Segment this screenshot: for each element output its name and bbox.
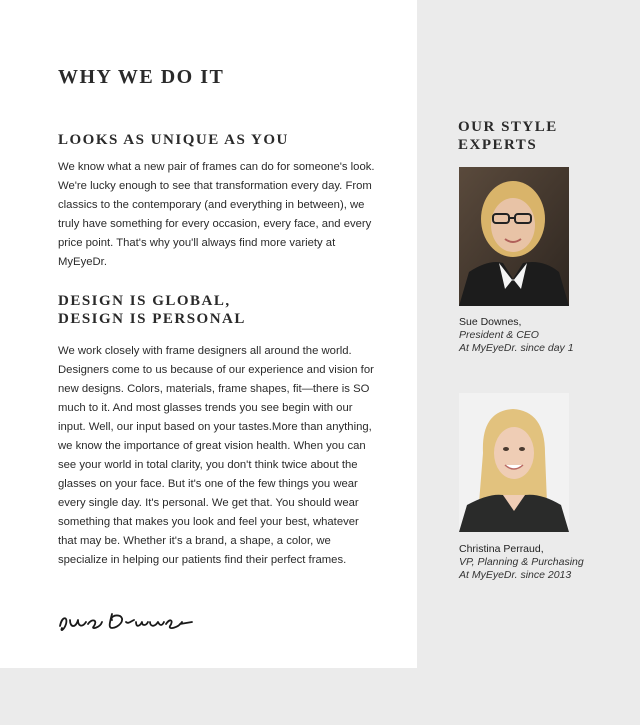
heading-line: DESIGN IS GLOBAL, — [58, 293, 231, 309]
expert-caption — [459, 543, 584, 582]
page-title: WHY WE DO IT — [58, 66, 225, 88]
section-heading-looks: LOOKS AS UNIQUE AS YOU — [58, 132, 289, 148]
expert-role: VP, Planning & Purchasing — [459, 556, 584, 568]
sidebar-title — [458, 118, 558, 154]
expert-photo-sue-downes — [459, 167, 569, 306]
sidebar-title-line: OUR STYLE — [458, 119, 558, 135]
expert-tenure: At MyEyeDr. since day 1 — [459, 342, 574, 354]
expert-caption — [459, 316, 574, 355]
footer-band — [0, 668, 640, 725]
section-body-looks: We know what a new pair of frames can do for someone's look. We're lucky enough to see that transformation every day. From classics to the contemporary (and everything in between), we truly have something for every occasion, every face, and every price point. That's why you'll always find more variety at MyEyeDr. — [58, 161, 375, 268]
expert-photo-christina-perraud — [459, 393, 569, 532]
heading-line: DESIGN IS PERSONAL — [58, 311, 246, 327]
signature — [56, 608, 196, 641]
expert-name: Sue Downes, — [459, 316, 522, 328]
section-heading-design — [58, 292, 246, 328]
expert-name: Christina Perraud, — [459, 543, 544, 555]
expert-tenure: At MyEyeDr. since 2013 — [459, 569, 572, 581]
section-body-design: We work closely with frame designers all around the world. Designers come to us because of our experience and vision for new designs. Colors, materials, frame shapes, fit—there is SO much to it. And most glasses trends you see begin with our input. Well, our input based on your tastes.More than anything, we know the importance of great vision health. When you can see your world in total clarity, you don't think twice about the glasses on your face. But it's one of the few things you wear every single day. It's personal. We get that. You should wear something that makes you look and feel your best, whatever that may be. Whether it's a brand, a shape, a color, we specialize in helping our patients find their perfect frames. — [58, 345, 374, 566]
expert-role: President & CEO — [459, 329, 539, 341]
sidebar-title-line: EXPERTS — [458, 137, 538, 153]
